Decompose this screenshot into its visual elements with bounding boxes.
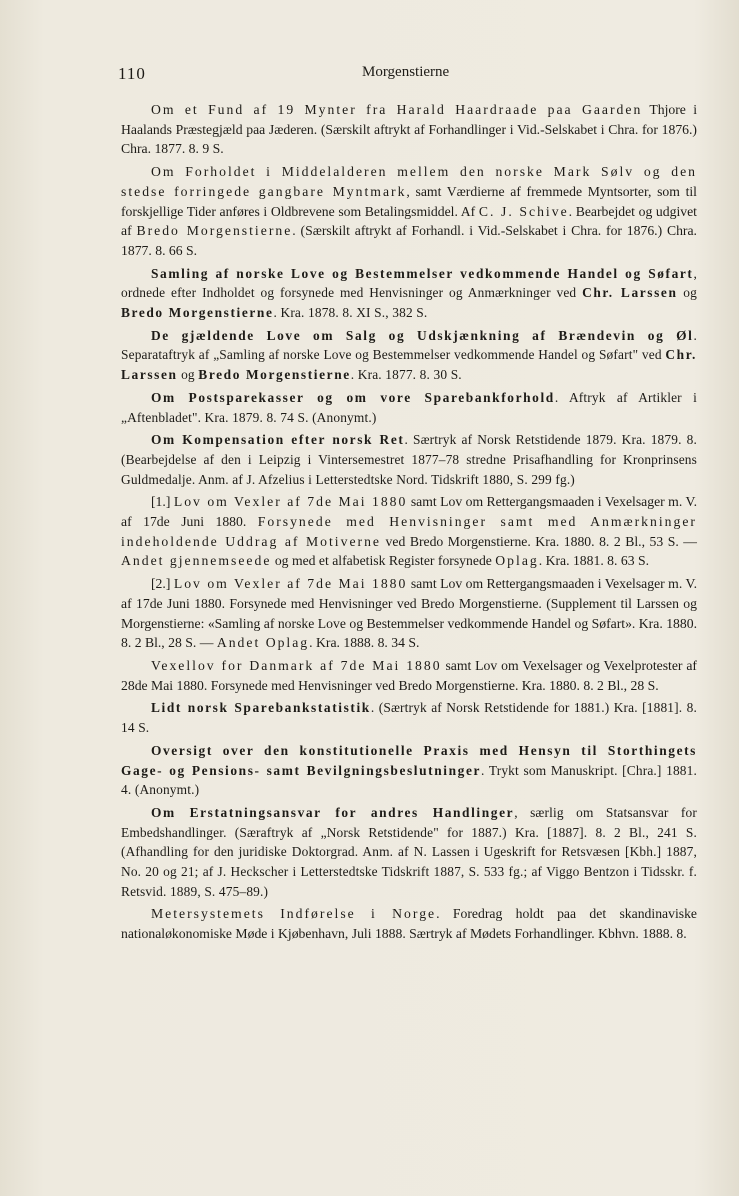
bibliography-entry — [121, 574, 697, 653]
entry-text: samt Lov om Rettergangsmaaden i Vexelsager m. V. af 17de Juni 1880. — [121, 494, 697, 530]
entry-text: samt Lov om Rettergangsmaaden i Vexelsager m. V. af 17de Juni 1880. Forsynede med Henvisninger ved Bredo Morgenstierne. (Supplement til Larssen og Morgenstierne: «Samling af norske Love og Bestemmelser vedkommende Handel og Søfart». Kra. 1880. 8. 2 Bl., 28 S. — — [121, 576, 697, 651]
entry-author: Bredo Morgenstierne — [121, 305, 274, 321]
entry-text: . Aftryk af Artikler i „Aftenbladet". Kra. 1879. 8. 74 S. (Anonymt.) — [121, 389, 697, 425]
entry-author: C. J. Schive — [478, 203, 569, 219]
bibliography-list — [121, 100, 697, 947]
bibliography-entry — [121, 492, 697, 571]
entry-text: og — [677, 285, 697, 301]
entry-title: Om Postsparekasser og om vore Sparebankforhold — [151, 389, 555, 405]
bibliography-entry — [121, 803, 697, 902]
entry-text: , samt Værdierne af fremmede Myntsorter, som til forskjellige Tider anføres i Oldbrevene som Betalingsmiddel. Af — [121, 183, 697, 219]
entry-text: . (Særtryk af Norsk Retstidende for 1881.) Kra. [1881]. 8. 14 S. — [121, 700, 697, 736]
entry-text: samt Lov om Vexelsager og Vexelprotester af 28de Mai 1880. Forsynede med Henvisninger ved Bredo Morgenstierne. Kra. 1880. 8. 2 Bl., 28 S. — [121, 657, 697, 693]
entry-title: Metersystemets Indførelse i Norge — [151, 906, 437, 922]
entry-number: [1.] — [151, 494, 174, 510]
bibliography-entry — [121, 100, 697, 159]
bibliography-entry — [121, 656, 697, 695]
entry-text: . Separataftryk af „Samling af norske Love og Bestemmelser vedkommende Handel og Søfart" ved — [121, 327, 697, 363]
entry-author: Bredo Morgenstierne — [198, 367, 351, 383]
bibliography-entry — [121, 388, 697, 427]
entry-title: Lov om Vexler af 7de Mai 1880 — [173, 494, 408, 510]
entry-author: Chr. Larssen — [582, 285, 678, 301]
entry-text: . Foredrag holdt paa det skandinaviske nationaløkonomiske Møde i Kjøbenhavn, Juli 1888. Særtryk af Mødets Forhandlinger. Kbhvn. 1888. 8. — [121, 906, 698, 942]
entry-title: Om Erstatningsansvar for andres Handlinger — [151, 804, 515, 820]
entry-title: Oplag — [495, 553, 539, 569]
entry-text: . (Særskilt aftrykt af Forhandl. i Vid.-Selskabet i Chra. for 1876.) Chra. 1877. 8. 66 S. — [121, 223, 697, 258]
bibliography-entry — [121, 430, 697, 489]
entry-title: De gjældende Love om Salg og Udskjænkning af Brændevin og Øl — [151, 327, 694, 343]
running-head: Morgenstierne — [362, 64, 450, 80]
entry-text: og med et alfabetisk Register forsynede — [271, 553, 496, 569]
entry-text: . Kra. 1877. 8. 30 S. — [350, 367, 462, 383]
entry-text: . Kra. 1888. 8. 34 S. — [309, 635, 420, 651]
entry-text: . Særtryk af Norsk Retstidende 1879. Kra. 1879. 8. (Bearbejdelse af den i Leipzig i Vintersemestret 1877–78 stredne Prisafhandling for Kronprinsens Guldmedalje. Anm. af J. Afzelius i Letterstedtske Nord. Tidskrift 1880, S. 299 fg.) — [121, 432, 697, 487]
entry-text: ved Bredo Morgenstierne. Kra. 1880. 8. 2 Bl., 53 S. — — [381, 533, 697, 549]
entry-title: Andet gjennemseede — [121, 553, 272, 569]
bibliography-entry — [121, 741, 697, 800]
page-header — [118, 64, 695, 86]
bibliography-entry — [121, 904, 697, 943]
entry-text: . Trykt som Manuskript. [Chra.] 1881. 4. (Anonymt.) — [121, 762, 697, 798]
bibliography-entry — [121, 264, 697, 323]
entry-text: . Bearbejdet og udgivet af — [121, 203, 697, 239]
entry-title: Andet Oplag — [216, 635, 310, 651]
entry-title: Om et Fund af 19 Mynter fra Harald Haardraade paa Gaarden — [151, 102, 643, 117]
entry-title: Lov om Vexler af 7de Mai 1880 — [173, 576, 408, 592]
entry-text: . Kra. 1881. 8. 63 S. — [538, 553, 649, 569]
entry-text: Thjore i Haalands Præstegjæld paa Jæderen. (Særskilt aftrykt af Forhandlinger i Vid.-Selskabet i Chra. for 1876.) Chra. 1877. 8. 9 S. — [121, 102, 697, 157]
page-number: 110 — [118, 64, 146, 83]
entry-title: Om Forholdet i Middelalderen mellem den norske Mark Sølv og den stedse forringede gangbare Myntmark — [121, 164, 697, 199]
entry-text: , ordnede efter Indholdet og forsynede med Henvisninger og Anmærkninger ved — [121, 265, 697, 301]
bibliography-entry — [121, 162, 697, 261]
entry-title: Samling af norske Love og Bestemmelser vedkommende Handel og Søfart — [151, 265, 694, 281]
entry-title: Vexellov for Danmark af 7de Mai 1880 — [151, 657, 442, 673]
entry-number: [2.] — [151, 576, 174, 592]
entry-title: Forsynede med Henvisninger samt med Anmærkninger indeholdende Uddrag af Motiverne — [121, 514, 697, 549]
entry-title: Om Kompensation efter norsk Ret — [151, 432, 405, 448]
entry-author: Bredo Morgenstierne — [136, 223, 293, 239]
entry-text: , særlig om Statsansvar for Embedshandlinger. (Særaftryk af „Norsk Retstidende" for 1887.) Kra. [1887]. 8. 2 Bl., 241 S. (Afhandling for den juridiske Doktorgrad. Anm. af N. Lassen i Ugeskrift for Retsvæsen [Kbh.] 1887, No. 20 og 21; af J. Heckscher i Letterstedtske Tidskrift 1887, S. 533 fg.; af Viggo Bentzon i Tidsskr. f. Retsvid. 1889, S. 475–89.) — [121, 804, 697, 899]
bibliography-entry — [121, 698, 697, 737]
entry-title: Lidt norsk Sparebankstatistik — [151, 700, 371, 716]
entry-title: Oversigt over den konstitutionelle Praxis med Hensyn til Storthingets Gage- og Pensions- samt Bevilgningsbeslutninger — [121, 742, 697, 778]
entry-text: . Kra. 1878. 8. XI S., 382 S. — [273, 305, 428, 321]
entry-author: Chr. Larssen — [121, 347, 697, 383]
entry-text: og — [177, 367, 199, 383]
bibliography-entry — [121, 326, 697, 385]
